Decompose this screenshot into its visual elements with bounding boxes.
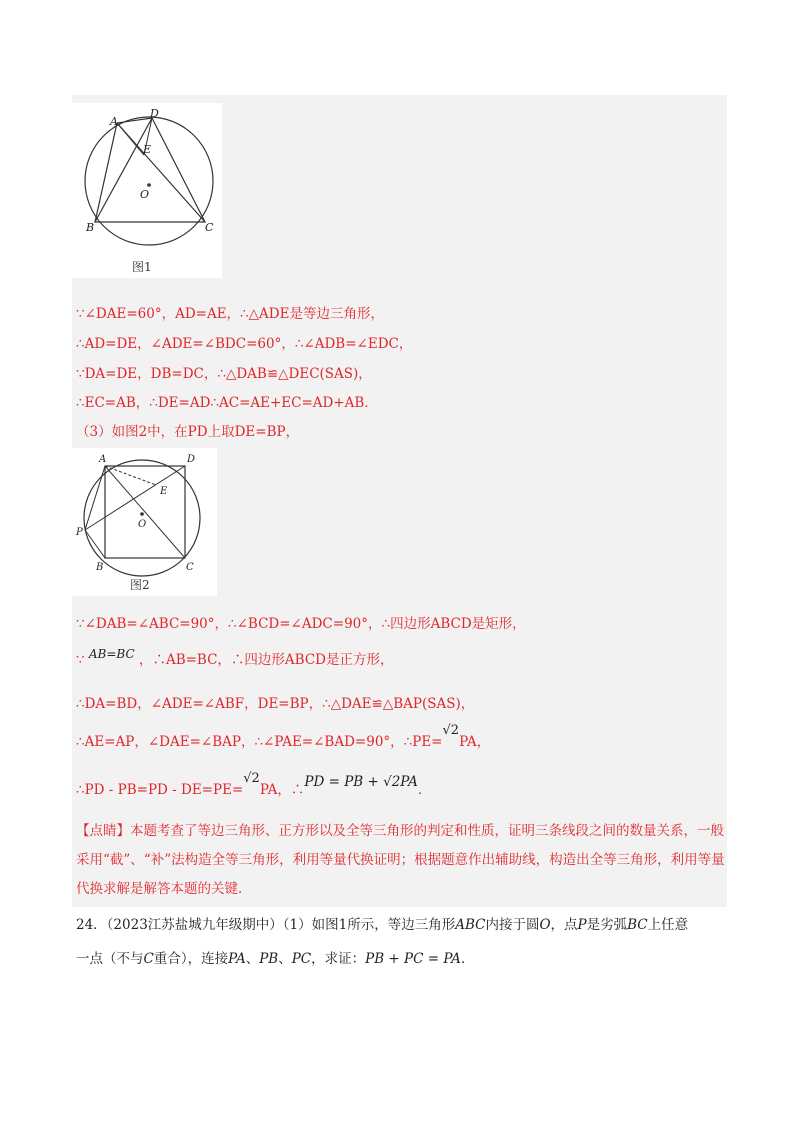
fig1-label-c: C xyxy=(205,221,214,234)
figure-1-diagram xyxy=(72,103,222,278)
proof-line-6: ∵∠DAB=∠ABC=90°，∴∠BCD=∠ADC=90°，∴四边形ABCD是矩形， xyxy=(76,616,526,632)
fig2-label-c: C xyxy=(186,562,194,573)
figure-1 xyxy=(72,103,222,278)
comment-block: 【点睛】本题考查了等边三角形、正方形以及全等三角形的判定和性质，证明三条线段之间的数量关系，一般采用“截”、“补”法构造全等三角形，利用等量代换证明；根据题意作出辅助线，构造出全等三角形，利用等量代换求解是解答本题的关键． xyxy=(76,823,725,897)
proof-line-3: ∵DA=DE，DB=DC，∴△DAB≌△DEC(SAS)， xyxy=(76,366,372,382)
fig2-label-o: O xyxy=(138,519,147,530)
figure-2-diagram xyxy=(72,448,217,596)
fig2-label-p: P xyxy=(76,527,83,538)
fig2-label-d: D xyxy=(187,454,196,465)
proof-line-2: ∴AD=DE，∠ADE=∠BDC=60°，∴∠ADB=∠EDC， xyxy=(76,336,413,352)
final-equation: PD = PB + √2PA xyxy=(304,774,418,790)
proof-line-4: ∴EC=AB，∴DE=AD∴AC=AE+EC=AD+AB． xyxy=(76,395,378,411)
fig1-label-e: E xyxy=(143,143,152,156)
proof-line-1: ∵∠DAE=60°，AD=AE，∴△ADE是等边三角形， xyxy=(76,306,384,322)
question-24: 24．（2023江苏盐城九年级期中）（1）如图1所示，等边三角形ABC内接于圆O，点P是劣弧BC上任意 一点（不与C重合），连接PA、PB、PC，求证：PB + PC = PA． xyxy=(76,917,689,967)
because-symbol: ∵ xyxy=(76,652,85,668)
fig2-label-b: B xyxy=(96,562,104,573)
fig1-caption: 图1 xyxy=(132,260,152,274)
fig1-label-o: O xyxy=(140,188,150,201)
fig2-label-a: A xyxy=(99,454,107,465)
fig1-label-b: B xyxy=(86,221,95,234)
fig1-label-d: D xyxy=(150,107,159,120)
fig2-label-e: E xyxy=(160,486,168,497)
proof-line-9: ∴AE=AP，∠DAE=∠BAP，∴∠PAE=∠BAD=90°，∴PE=√2PA， xyxy=(76,723,491,750)
proof-line-7 xyxy=(76,648,394,668)
figure-2 xyxy=(72,448,217,596)
proof-line-7-rest: ，∴AB=BC，∴四边形ABCD是正方形， xyxy=(138,652,394,668)
sqrt2-symbol-2: √2 xyxy=(243,771,260,786)
proof-line-8: ∴DA=BD，∠ADE=∠ABF，DE=BP，∴△DAE≌△BAP(SAS)， xyxy=(76,696,475,712)
arc-equation: AB=BC xyxy=(88,647,135,661)
fig2-caption: 图2 xyxy=(130,578,150,592)
proof-line-5: （3）如图2中，在PD上取DE=BP， xyxy=(76,424,300,440)
proof-line-10: ∴PD - PB=PD - DE=PE=√2PA，∴PD = PB + √2PA． xyxy=(76,771,432,798)
fig1-label-a: A xyxy=(110,115,118,128)
sqrt2-symbol: √2 xyxy=(442,723,460,738)
